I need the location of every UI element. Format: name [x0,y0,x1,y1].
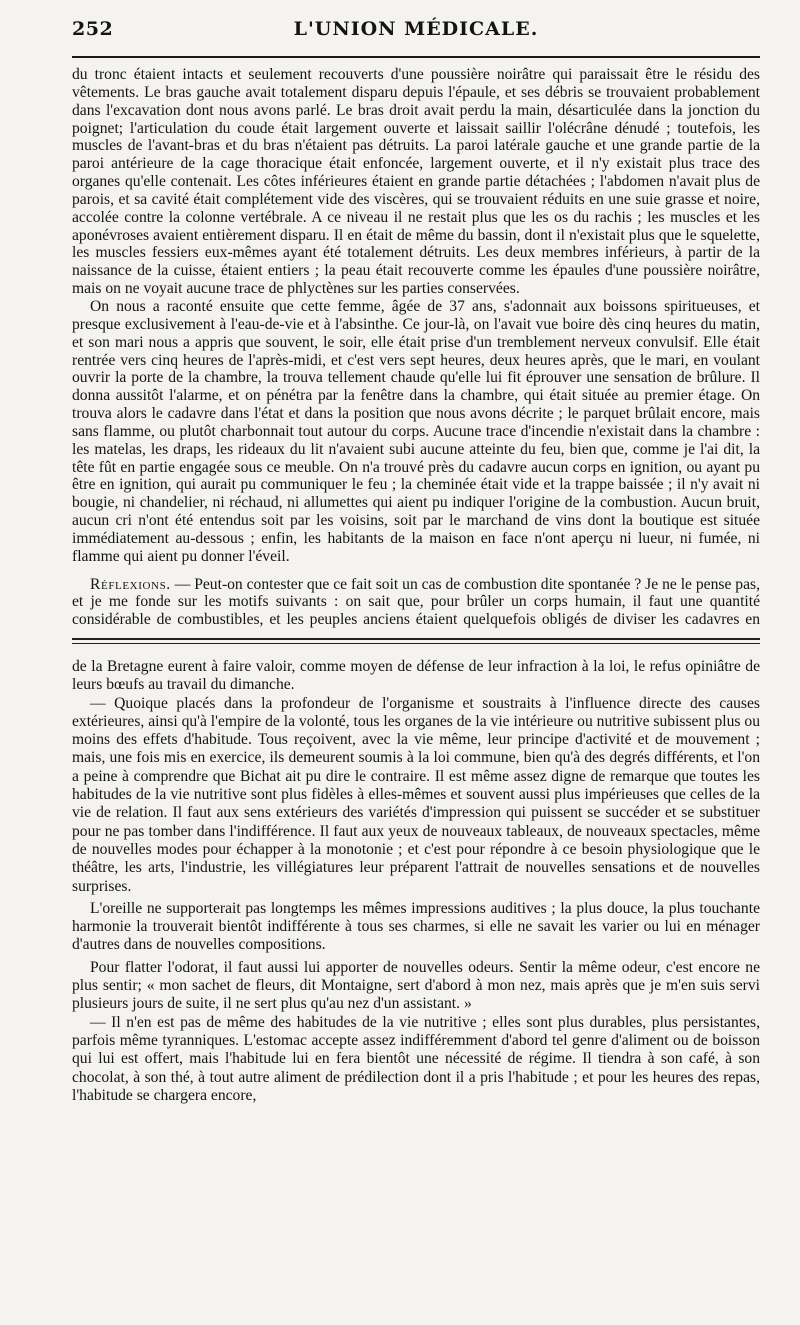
case-history-paragraph: On nous a raconté ensuite que cette femme, âgée de 37 ans, s'adonnait aux boissons spiritueuses, et presque exclusivement à l'eau-de-vie et à l'absinthe. Ce jour-là, on l'avait vue boire dès cinq heures du matin, et son mari nous a appris que souvent, le soir, elle était prise d'un tremblement nerveux convulsif. Elle était rentrée vers cinq heures de l'après-midi, et c'est vers sept heures, deux heures après, que le mari, en voulant ouvrir la porte de la chambre, la trouva tellement chaude qu'elle lui fit éprouver une sensation de brûlure. Il donna aussitôt l'alarme, et on pénétra par la fenêtre dans la chambre, qui était située au premier étage. On trouva alors le cadavre dans l'état et dans la position que nous avons décrite ; le parquet brûlait encore, mais sans flamme, ou plutôt charbonnait tout autour du corps. Aucune trace d'incendie n'existait dans la chambre : les matelas, les draps, les rideaux du lit n'avaient subi aucune atteinte du feu, bien que, comme je l'ai dit, la tête fût en partie engagée sous ce meuble. On n'a trouvé près du cadavre aucun corps en ignition, ou ayant pu être en ignition, qui aurait pu communiquer le feu ; la cheminée était vide et la trappe baissée ; il n'y avait ni bougie, ni chandelier, ni réchaud, ni allumettes qui aient pu indiquer l'origine de la combustion. Aucun bruit, aucun cri n'ont été entendus soit par les voisins, soit par le marchand de vins dont la boutique est située immédiatement au-dessous ; enfin, les habitants de la maison en face n'ont aperçu ni lueur, ni fumée, ni flamme qui aient pu donner l'éveil. [72,297,760,565]
feuilleton-section [72,658,760,1105]
case-description-paragraph: du tronc étaient intacts et seulement recouverts d'une poussière noirâtre qui paraissait être le résidu des vêtements. Le bras gauche avait totalement disparu depuis l'épaule, et ses débris se trouvaient probablement dans l'excavation dont nous avons parlé. Le bras droit avait perdu la main, désarticulée dans la jonction du poignet; l'articulation du coude était largement ouverte et laissait saillir l'olécrâne dénudé ; toutefois, les muscles de l'avant-bras et du bras n'étaient pas détruits. La paroi latérale gauche et une grande partie de la paroi antérieure de la cage thoracique était enfoncée, largement ouverte, et il n'y existait plus trace des organes qu'elle contenait. Les côtes inférieures étaient en grande partie détachées ; l'abdomen n'avait plus de parois, et sa cavité était complétement vide des viscères, qui se trouvaient réduits en une suie grasse et noire, accolée contre la colonne vertébrale. A ce niveau il ne restait plus que les os du rachis ; les muscles et les aponévroses avaient entièrement disparu. Il en était de même du bassin, dont il n'existait plus que le squelette, les muscles fessiers eux-mêmes ayant été totalement détruits. Les deux membres inférieurs, à partir de la naissance de la cuisse, étaient entiers ; la peau était recouverte comme les épaules d'une poussière noirâtre, mais on ne voyait aucune trace de phlyctènes sur les parties conservées. [72,66,760,298]
feuilleton-paragraph: de la Bretagne eurent à faire valoir, comme moyen de défense de leur infraction à la loi, le refus opiniâtre de leurs bœufs au travail du dimanche. [72,658,760,694]
article-section [72,66,760,630]
reflexions-text: — Peut-on contester que ce fait soit un cas de combustion dite spontanée ? Je ne le pense pas, et je me fonde sur les motifs suivants : on sait que, pour brûler un corps humain, il faut une quantité considérable de combustibles, et les peuples anciens étaient quelquefois obligés de diviser les cadavres en [72,575,760,629]
feuilleton-paragraph: L'oreille ne supporterait pas longtemps les mêmes impressions auditives ; la plus douce, la plus touchante harmonie la trouverait bientôt indifférente à tous ses charmes, si elle ne savait les varier ou lui en ménager d'autres dans de nouvelles compositions. [72,899,760,954]
header-rule [72,56,760,58]
journal-title: L'UNION MÉDICALE. [293,18,539,40]
running-head [72,14,760,48]
feuilleton-paragraph: — Quoique placés dans la profondeur de l'organisme et soustraits à l'influence directe des causes extérieures, ainsi qu'à l'empire de la volonté, tous les organes de la vie intérieure ou nutritive subissent plus ou moins des effets d'habitude. Tous reçoivent, avec la vie même, leur principe d'activité et de mouvement ; mais, une fois mis en exercice, ils demeurent soumis à la loi commune, bien qu'à des degrés différents, et l'on a peine à comprendre que Bichat ait pu dire le contraire. Il est même assez digne de remarque que toutes les habitudes de la vie nutritive sont plus fidèles à elles-mêmes et souvent aussi plus impérieuses que celles de la vie de relation. Il faut aux sens extérieurs des variétés d'impression qui puissent se succéder et se substituer pour ne pas tomber dans l'indifférence. Il faut aux yeux de nouveaux tableaux, de nouveaux spectacles, même de nouvelles modes pour échapper à la monotonie ; et c'est pour répondre à ce besoin physiologique que le théâtre, les arts, l'industrie, les villégiatures leur préparent l'attrait de nouvelles sensations et de nouvelles surprises. [72,694,760,895]
reflexions-paragraph [72,576,760,630]
feuilleton-paragraph: Pour flatter l'odorat, il faut aussi lui apporter de nouvelles odeurs. Sentir la même odeur, c'est encore ne plus sentir; « mon sachet de fleurs, dit Montaigne, sert d'abord à mon nez, mais après que je m'en suis servi plusieurs jours de suite, il ne sert plus qu'au nez d'un assistant. » [72,958,760,1013]
reflexions-label: Réflexions. [90,575,171,593]
page-number: 252 [72,18,114,40]
feuilleton-paragraph: — Il n'en est pas de même des habitudes de la vie nutritive ; elles sont plus durables, plus persistantes, parfois même tyranniques. L'estomac accepte assez indifféremment d'abord tel genre d'aliment ou de boisson qui lui est offert, mais l'habitude lui en fera bientôt une nécessité de régime. Il tiendra à son café, à son chocolat, à son thé, à tout autre aliment de prédilection dont il a pris l'habitude ; et pour les heures des repas, l'habitude se chargera encore, [72,1013,760,1104]
feuilleton-divider [72,638,760,644]
